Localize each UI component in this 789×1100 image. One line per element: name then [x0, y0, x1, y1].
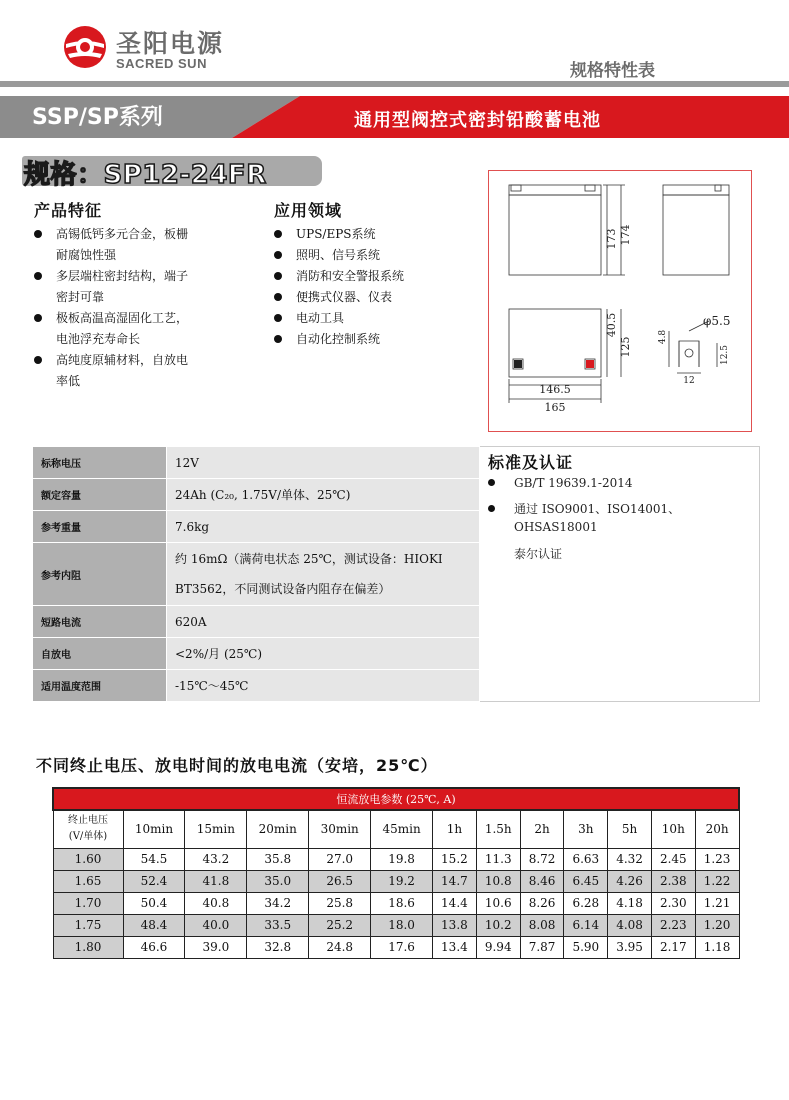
duration-header: 2h	[520, 810, 564, 848]
applications-list	[272, 224, 472, 350]
certification-item: GB/T 19639.1-2014	[486, 474, 756, 492]
spec-label: 标称电压	[33, 447, 167, 479]
current-cell: 25.8	[309, 892, 371, 914]
current-cell: 18.6	[371, 892, 433, 914]
dim-12: 12	[683, 376, 695, 386]
current-cell: 1.20	[695, 914, 739, 936]
feature-item: 多层端柱密封结构，端子 密封可靠	[32, 266, 252, 308]
end-voltage-cell: 1.75	[53, 914, 123, 936]
spec-row	[33, 543, 480, 606]
current-cell: 2.30	[651, 892, 695, 914]
current-cell: 4.18	[608, 892, 652, 914]
current-cell: 33.5	[247, 914, 309, 936]
current-cell: 13.4	[433, 936, 477, 958]
current-cell: 52.4	[123, 870, 185, 892]
brand-name-en: SACRED SUN	[116, 56, 207, 71]
current-cell: 8.08	[520, 914, 564, 936]
spec-row	[33, 511, 480, 543]
dimension-drawing	[488, 170, 752, 432]
dim-12-5: 12.5	[720, 344, 730, 366]
current-cell: 6.28	[564, 892, 608, 914]
application-item: 电动工具	[272, 308, 472, 329]
duration-header: 45min	[371, 810, 433, 848]
current-cell: 10.8	[476, 870, 520, 892]
dim-165: 165	[544, 401, 566, 414]
current-cell: 3.95	[608, 936, 652, 958]
dim-40-5: 40.5	[605, 312, 618, 338]
feature-item: 极板高温高湿固化工艺， 电池浮充寿命长	[32, 308, 252, 350]
current-cell: 1.23	[695, 848, 739, 870]
current-cell: 15.2	[433, 848, 477, 870]
duration-header: 20min	[247, 810, 309, 848]
duration-header: 3h	[564, 810, 608, 848]
current-cell: 34.2	[247, 892, 309, 914]
current-cell: 18.0	[371, 914, 433, 936]
current-cell: 46.6	[123, 936, 185, 958]
current-cell: 14.4	[433, 892, 477, 914]
end-voltage-cell: 1.65	[53, 870, 123, 892]
sacred-sun-logo	[62, 24, 108, 70]
current-cell: 54.5	[123, 848, 185, 870]
current-cell: 17.6	[371, 936, 433, 958]
spec-label: 自放电	[33, 638, 167, 670]
current-cell: 10.6	[476, 892, 520, 914]
spec-row	[33, 447, 480, 479]
end-voltage-header: 终止电压 (V/单体)	[53, 810, 123, 848]
current-cell: 14.7	[433, 870, 477, 892]
current-cell: 35.8	[247, 848, 309, 870]
spec-label: 参考内阻	[33, 543, 167, 606]
dim-125: 125	[619, 336, 632, 358]
end-voltage-cell: 1.60	[53, 848, 123, 870]
certification-list	[486, 474, 756, 571]
duration-header: 20h	[695, 810, 739, 848]
current-cell: 35.0	[247, 870, 309, 892]
dim-phi-5-5: φ5.5	[703, 314, 731, 328]
features-heading: 产品特征	[34, 201, 103, 220]
spec-row	[33, 638, 480, 670]
dim-174: 174	[619, 224, 632, 246]
spec-value: 24Ah (C₂₀, 1.75V/单体、25℃)	[167, 479, 480, 511]
current-cell: 8.72	[520, 848, 564, 870]
certification-heading: 标准及认证	[488, 453, 574, 472]
feature-item: 高纯度原辅材料，自放电 率低	[32, 350, 252, 392]
table-row	[53, 870, 739, 892]
discharge-heading: 不同终止电压、放电时间的放电电流（安培，25℃）	[36, 756, 438, 775]
duration-header: 30min	[309, 810, 371, 848]
current-cell: 19.8	[371, 848, 433, 870]
brand-name-cn: 圣阳电源	[116, 29, 225, 58]
discharge-caption: 恒流放电参数 (25℃, A)	[53, 788, 739, 810]
dim-173: 173	[605, 228, 618, 250]
application-item: 照明、信号系统	[272, 245, 472, 266]
current-cell: 10.2	[476, 914, 520, 936]
current-cell: 19.2	[371, 870, 433, 892]
certification-item: 通过 ISO9001、ISO14001、OHSAS18001 泰尔认证	[486, 500, 756, 563]
dim-4-8: 4.8	[658, 329, 668, 345]
table-row	[53, 892, 739, 914]
current-cell: 7.87	[520, 936, 564, 958]
current-cell: 4.26	[608, 870, 652, 892]
current-cell: 1.22	[695, 870, 739, 892]
current-cell: 2.45	[651, 848, 695, 870]
application-item: 便携式仪器、仪表	[272, 287, 472, 308]
current-cell: 48.4	[123, 914, 185, 936]
table-row	[53, 848, 739, 870]
current-cell: 8.46	[520, 870, 564, 892]
current-cell: 1.21	[695, 892, 739, 914]
spec-table	[32, 446, 480, 702]
table-row	[53, 936, 739, 958]
end-voltage-cell: 1.80	[53, 936, 123, 958]
spec-row	[33, 670, 480, 702]
current-cell: 50.4	[123, 892, 185, 914]
spec-label: 短路电流	[33, 606, 167, 638]
current-cell: 27.0	[309, 848, 371, 870]
current-cell: 8.26	[520, 892, 564, 914]
spec-value: <2%/月 (25℃)	[167, 638, 480, 670]
spec-value: -15℃～45℃	[167, 670, 480, 702]
applications-heading: 应用领域	[274, 201, 343, 220]
spec-value: 12V	[167, 447, 480, 479]
current-cell: 11.3	[476, 848, 520, 870]
application-item: UPS/EPS系统	[272, 224, 472, 245]
current-cell: 32.8	[247, 936, 309, 958]
current-cell: 9.94	[476, 936, 520, 958]
spec-label: 适用温度范围	[33, 670, 167, 702]
feature-item: 高锡低钙多元合金，板栅 耐腐蚀性强	[32, 224, 252, 266]
product-type-title: 通用型阀控式密封铅酸蓄电池	[354, 110, 601, 131]
current-cell: 1.18	[695, 936, 739, 958]
current-cell: 4.32	[608, 848, 652, 870]
current-cell: 40.8	[185, 892, 247, 914]
duration-header: 1.5h	[476, 810, 520, 848]
current-cell: 6.14	[564, 914, 608, 936]
spec-label: 参考重量	[33, 511, 167, 543]
duration-header: 10h	[651, 810, 695, 848]
spec-value: 7.6kg	[167, 511, 480, 543]
duration-header: 1h	[433, 810, 477, 848]
model-label: 规格：SP12-24FR	[24, 160, 267, 190]
document-title: 规格特性表	[570, 61, 655, 81]
header-rule	[0, 81, 789, 87]
current-cell: 26.5	[309, 870, 371, 892]
dim-146-5: 146.5	[539, 383, 571, 396]
series-name: SSP/SP系列	[32, 105, 163, 130]
current-cell: 24.8	[309, 936, 371, 958]
application-item: 自动化控制系统	[272, 329, 472, 350]
current-cell: 2.17	[651, 936, 695, 958]
spec-label: 额定容量	[33, 479, 167, 511]
current-cell: 6.45	[564, 870, 608, 892]
end-voltage-cell: 1.70	[53, 892, 123, 914]
current-cell: 2.38	[651, 870, 695, 892]
duration-header: 15min	[185, 810, 247, 848]
current-cell: 25.2	[309, 914, 371, 936]
features-list	[32, 224, 252, 392]
current-cell: 43.2	[185, 848, 247, 870]
current-cell: 6.63	[564, 848, 608, 870]
spec-row	[33, 606, 480, 638]
current-cell: 13.8	[433, 914, 477, 936]
current-cell: 40.0	[185, 914, 247, 936]
current-cell: 4.08	[608, 914, 652, 936]
current-cell: 5.90	[564, 936, 608, 958]
duration-header: 5h	[608, 810, 652, 848]
spec-row	[33, 479, 480, 511]
discharge-table	[52, 787, 740, 959]
table-row	[53, 914, 739, 936]
current-cell: 41.8	[185, 870, 247, 892]
duration-header: 10min	[123, 810, 185, 848]
application-item: 消防和安全警报系统	[272, 266, 472, 287]
spec-value: 620A	[167, 606, 480, 638]
spec-value: 约 16mΩ（满荷电状态 25℃，测试设备：HIOKI BT3562，不同测试设备内阻存在偏差）	[167, 543, 480, 606]
current-cell: 2.23	[651, 914, 695, 936]
current-cell: 39.0	[185, 936, 247, 958]
